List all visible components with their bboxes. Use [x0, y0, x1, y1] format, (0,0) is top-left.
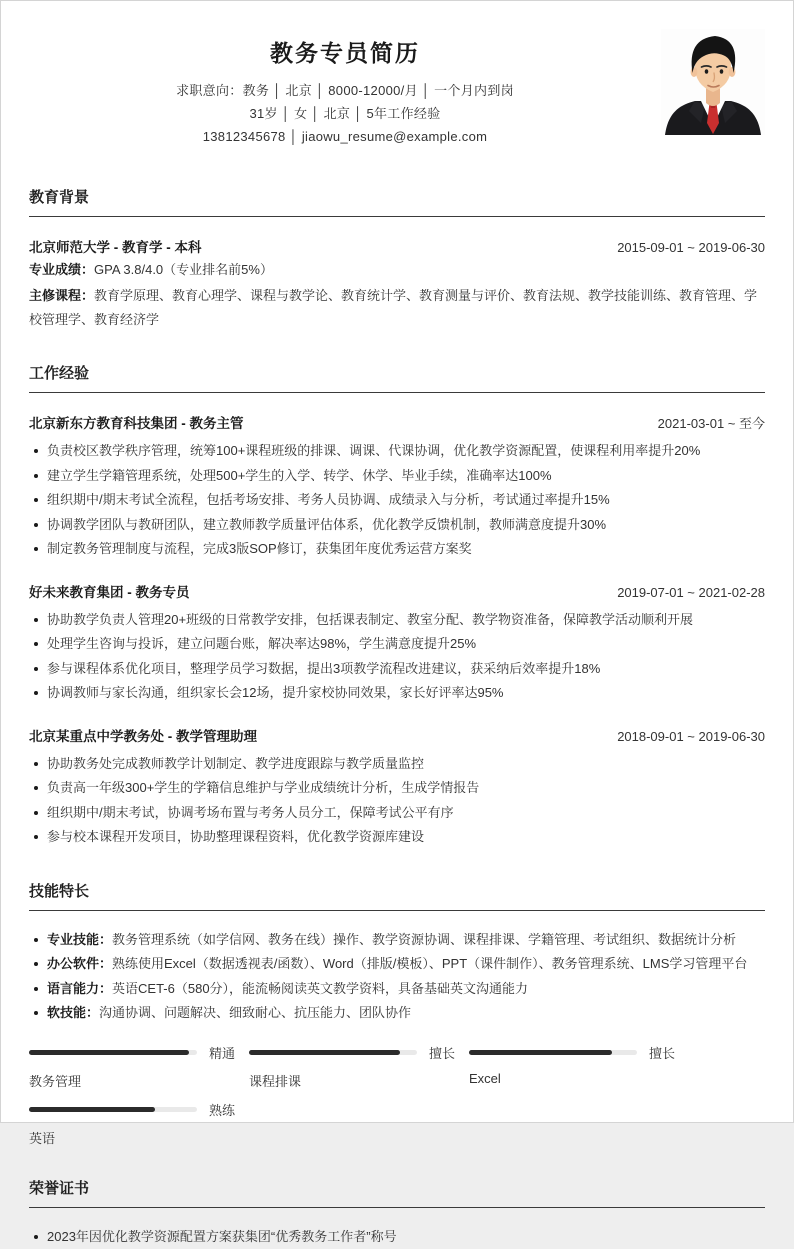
skill-bar-track: [29, 1050, 197, 1055]
skill-bullet: [29, 928, 765, 953]
job-block-2: [29, 581, 765, 706]
job-bullet: [29, 608, 765, 633]
skill-level-label: 擅长: [649, 1043, 675, 1062]
job-bullet: [29, 513, 765, 538]
section-education: [29, 186, 765, 332]
education-gpa-value: GPA 3.8/4.0（专业排名前5%）: [94, 262, 273, 277]
job-bullet-text: 协助教学负责人管理20+班级的日常教学安排，包括课表制定、教室分配、教学物资准备，保障教学活动顺利开展: [47, 612, 693, 627]
education-courses-row: [29, 284, 765, 332]
bullet-icon: [34, 1235, 38, 1239]
skill-bar-track: [29, 1107, 197, 1112]
section-heading-skills: 技能特长: [29, 880, 765, 911]
skill-bar-fill: [469, 1050, 612, 1055]
skill-label: 语言能力：: [47, 981, 112, 996]
skill-bullet: [29, 977, 765, 1002]
section-honors: [29, 1177, 765, 1249]
job-bullet: [29, 488, 765, 513]
skills-bullet-list: [29, 928, 765, 1026]
job-bullet-text: 处理学生咨询与投诉，建立问题台账，解决率达98%，学生满意度提升25%: [47, 636, 476, 651]
job-bullet-text: 协助教务处完成教师教学计划制定、教学进度跟踪与教学质量监控: [47, 756, 424, 771]
bullet-icon: [34, 762, 38, 766]
bullet-icon: [34, 474, 38, 478]
job-bullet: [29, 537, 765, 562]
section-skills: [29, 880, 765, 1160]
skill-text: 教务管理系统（如学信网、教务在线）操作、教学资源协调、课程排课、学籍管理、考试组织、数据统计分析: [112, 932, 736, 947]
skill-level-label: 熟练: [209, 1100, 235, 1119]
skill-text: 英语CET-6（580分），能流畅阅读英文教学资料，具备基础英文沟通能力: [112, 981, 528, 996]
bullet-icon: [34, 938, 38, 942]
bullet-icon: [34, 835, 38, 839]
skill-level-label: 精通: [209, 1043, 235, 1062]
bullet-icon: [34, 642, 38, 646]
job-block-3: [29, 725, 765, 850]
job-bullet: [29, 825, 765, 850]
job2-title: 好未来教育集团 - 教务专员: [29, 581, 190, 601]
header-text-block: [29, 23, 661, 153]
job1-head: [29, 412, 765, 432]
skill-bar-item-excel: [469, 1046, 689, 1090]
skill-bar-row: [29, 1046, 249, 1060]
job3-title: 北京某重点中学教务处 - 教学管理助理: [29, 725, 257, 745]
bullet-icon: [34, 962, 38, 966]
skill-bar-item-jiaowuguanli: [29, 1046, 249, 1090]
job-bullet: [29, 439, 765, 464]
job-bullet-text: 参与课程体系优化项目，整理学员学习数据，提出3项教学流程改进建议，获采纳后效率提升18%: [47, 661, 600, 676]
job-bullet: [29, 801, 765, 826]
education-gpa-row: [29, 258, 765, 282]
skill-text: 熟练使用Excel（数据透视表/函数）、Word（排版/模板）、PPT（课件制作）、教务管理系统、LMS学习管理平台: [112, 956, 747, 971]
contact-info-line: 13812345678 │ jiaowu_resume@example.com: [29, 130, 661, 144]
bullet-icon: [34, 786, 38, 790]
profile-photo-illustration: [661, 29, 765, 135]
job-bullet-text: 组织期中/期末考试全流程，包括考场安排、考务人员协调、成绩录入与分析，考试通过率提升15%: [47, 492, 610, 507]
bullet-icon: [34, 1011, 38, 1015]
skill-bullet: [29, 1001, 765, 1026]
skill-bar-row: [29, 1103, 249, 1117]
skill-bar-fill: [249, 1050, 400, 1055]
education-item-head: [29, 236, 765, 256]
job3-bullet-list: [29, 752, 765, 850]
bullet-icon: [34, 547, 38, 551]
skill-label: 专业技能：: [47, 932, 112, 947]
honor-text: 2023年因优化教学资源配置方案获集团“优秀教务工作者”称号: [47, 1229, 397, 1244]
bullet-icon: [34, 667, 38, 671]
honors-bullet-list: [29, 1225, 765, 1249]
job3-head: [29, 725, 765, 745]
job1-title: 北京新东方教育科技集团 - 教务主管: [29, 412, 244, 432]
skill-bar-name: 教务管理: [29, 1071, 249, 1090]
job-bullet-text: 负责校区教学秩序管理，统筹100+课程班级的排课、调课、代课协调，优化教学资源配置，使课程利用率提升20%: [47, 443, 700, 458]
personal-info-line: 31岁 │ 女 │ 北京 │ 5年工作经验: [29, 107, 661, 121]
job-block-1: [29, 412, 765, 562]
skill-label: 办公软件：: [47, 956, 112, 971]
education-courses-label: 主修课程：: [29, 288, 94, 303]
job-bullet-text: 负责高一年级300+学生的学籍信息维护与学业成绩统计分析，生成学情报告: [47, 780, 479, 795]
job-bullet-text: 协调教学团队与教研团队，建立教师教学质量评估体系，优化教学反馈机制，教师满意度提升30%: [47, 517, 606, 532]
bullet-icon: [34, 449, 38, 453]
skill-bar-row: [469, 1046, 689, 1060]
job-bullet-text: 组织期中/期末考试，协调考场布置与考务人员分工，保障考试公平有序: [47, 805, 454, 820]
skill-bar-item-yingyu: [29, 1103, 249, 1147]
skill-bullet: [29, 952, 765, 977]
job-bullet-text: 协调教师与家长沟通，组织家长会12场，提升家校协同效果，家长好评率达95%: [47, 685, 503, 700]
job1-date: 2021-03-01 ~ 至今: [658, 413, 765, 432]
job-bullet: [29, 681, 765, 706]
section-work: [29, 362, 765, 850]
bullet-icon: [34, 691, 38, 695]
honor-bullet: [29, 1225, 765, 1249]
profile-photo: [661, 29, 765, 135]
page-title: 教务专员简历: [29, 35, 661, 68]
education-gpa-label: 专业成绩：: [29, 262, 94, 277]
job-bullet: [29, 632, 765, 657]
skill-bar-row: [249, 1046, 469, 1060]
skill-bar-grid: [29, 1046, 765, 1160]
skill-bar-item-kechengpaike: [249, 1046, 469, 1090]
job-bullet: [29, 657, 765, 682]
job-bullet: [29, 464, 765, 489]
job2-bullet-list: [29, 608, 765, 706]
job-intent-line: 求职意向：教务 │ 北京 │ 8000-12000/月 │ 一个月内到岗: [29, 84, 661, 98]
job2-head: [29, 581, 765, 601]
skill-bar-fill: [29, 1107, 155, 1112]
education-courses-value: 教育学原理、教育心理学、课程与教学论、教育统计学、教育测量与评价、教育法规、教学技能训练、教育管理、学校管理学、教育经济学: [29, 288, 757, 327]
job-bullet-text: 制定教务管理制度与流程，完成3版SOP修订，获集团年度优秀运营方案奖: [47, 541, 472, 556]
job1-bullet-list: [29, 439, 765, 562]
skill-bar-name: 英语: [29, 1128, 249, 1147]
job-bullet-text: 建立学生学籍管理系统，处理500+学生的入学、转学、休学、毕业手续，准确率达100%: [47, 468, 552, 483]
job-bullet: [29, 776, 765, 801]
skill-bar-fill: [29, 1050, 189, 1055]
bullet-icon: [34, 523, 38, 527]
bullet-icon: [34, 811, 38, 815]
skill-level-label: 擅长: [429, 1043, 455, 1062]
job-bullet: [29, 752, 765, 777]
skill-bar-track: [469, 1050, 637, 1055]
education-school: 北京师范大学 - 教育学 - 本科: [29, 236, 202, 256]
section-heading-work: 工作经验: [29, 362, 765, 393]
job2-date: 2019-07-01 ~ 2021-02-28: [617, 585, 765, 600]
skill-bar-name: Excel: [469, 1071, 689, 1086]
job-bullet-text: 参与校本课程开发项目，协助整理课程资料，优化教学资源库建设: [47, 829, 424, 844]
section-heading-honors: 荣誉证书: [29, 1177, 765, 1208]
skill-text: 沟通协调、问题解决、细致耐心、抗压能力、团队协作: [99, 1005, 411, 1020]
skill-bar-track: [249, 1050, 417, 1055]
bullet-icon: [34, 987, 38, 991]
bullet-icon: [34, 618, 38, 622]
skill-bar-name: 课程排课: [249, 1071, 469, 1090]
header: [29, 23, 765, 153]
education-date: 2015-09-01 ~ 2019-06-30: [617, 240, 765, 255]
skill-label: 软技能：: [47, 1005, 99, 1020]
job3-date: 2018-09-01 ~ 2019-06-30: [617, 729, 765, 744]
section-heading-education: 教育背景: [29, 186, 765, 217]
bullet-icon: [34, 498, 38, 502]
